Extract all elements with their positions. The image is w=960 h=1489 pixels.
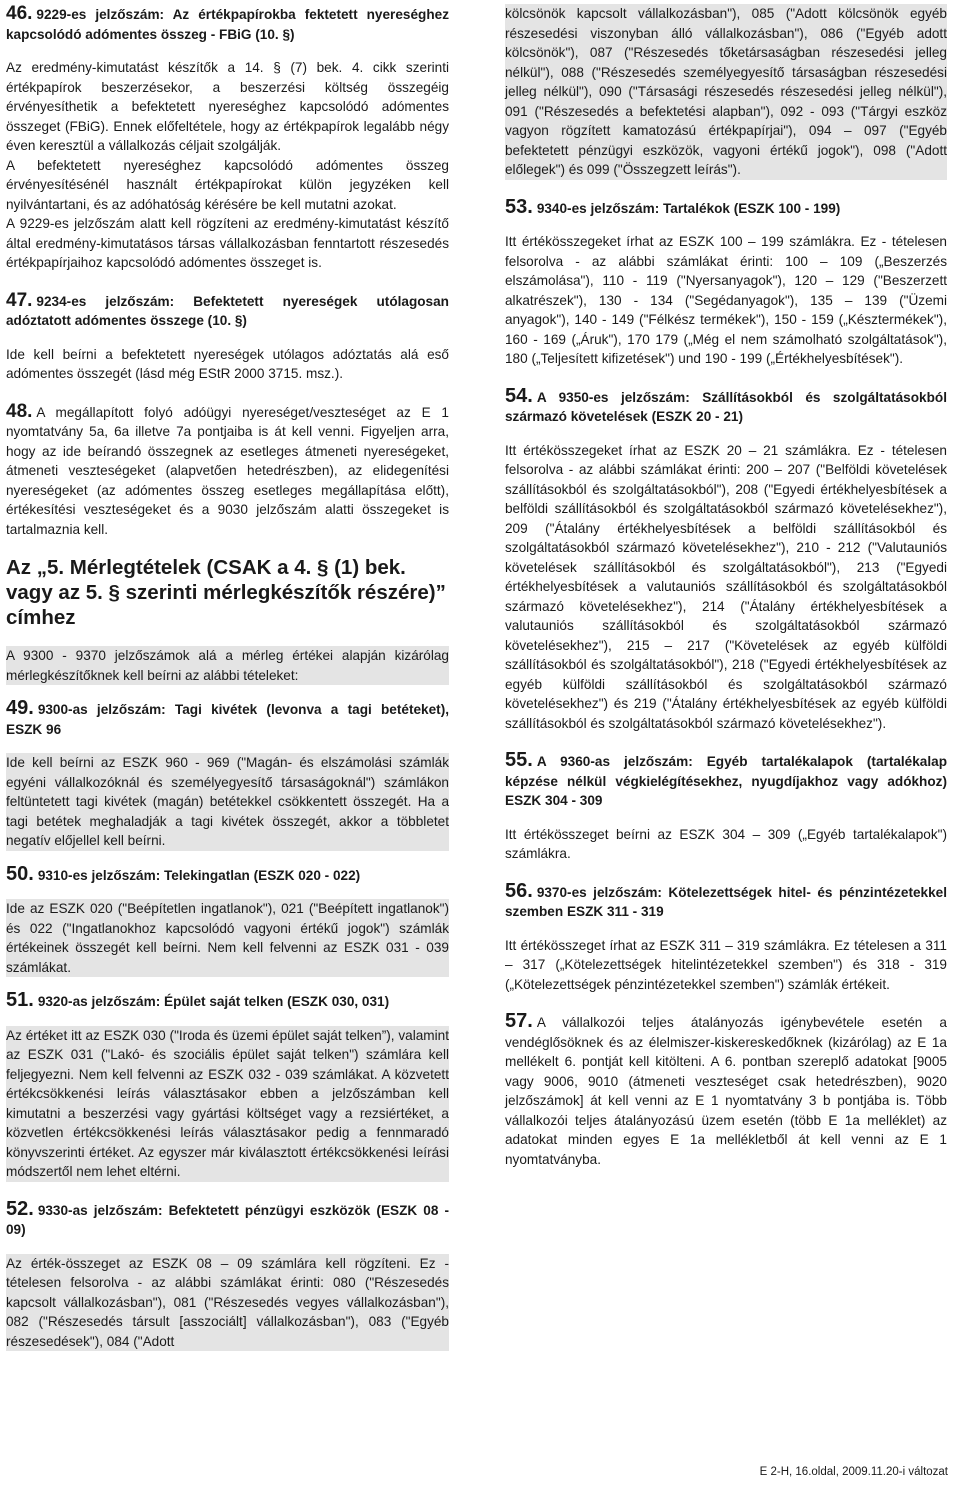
section-49-paragraph: Ide kell beírni az ESZK 960 - 969 ("Magán- és elszámolási számlák egyéni vállalkozóknál és személyegyesítő társaságoknál") számlákon feltüntetett tagi kivétek (magán) betétekkel csökkentett összegét. Ha a tagi betétek meghaladják a tagi kivétek összegét, akkor a többletet negatív előjellel kell beírni.	[6, 753, 449, 851]
section-54-title: A 9350-es jelzőszám: Szállításokból és szolgáltatásokból származó követelések (ESZK 20 - 21)	[505, 389, 947, 424]
section-54-number: 54.	[505, 384, 533, 407]
section-51-paragraph: Az értéket itt az ESZK 030 ("Iroda és üzemi épület saját telken”), valamint az ESZK 031 ("Lakó- és szociális épület saját telken") számlára kell feljegyezni. Nem kell felvenni az ESZK 032 - 039 számlákat. A közvetett értékcsökkenési leírás választásakor ebben a jelzőszámban kell kimutatni a beszerzési vagy gyártási költséget vagy a rezsiértéket, a közvetlen értékcsökkenési leírás választásakor pedig a fennmaradó könyvszerinti értéket. Az egyszer már kiválasztott értékcsökkenési leírási módszertől nem lehet eltérni.	[6, 1026, 449, 1182]
section-51-title: 9320-as jelzőszám: Épület saját telken (ESZK 030, 031)	[37, 994, 390, 1009]
section-50-paragraph: Ide az ESZK 020 ("Beépítetlen ingatlanok"), 021 ("Beépített ingatlanok") és 022 ("Ingatlanokhoz kapcsolódó vagyoni értékű jogok") számlák értékeinek összegét kell beírni. Nem kell felvenni az ESZK 031 - 039 számlákat.	[6, 899, 449, 977]
section-56-number: 56.	[505, 879, 533, 902]
section-52-continuation: kölcsönök kapcsolt vállalkozásban"), 085 ("Adott kölcsönök egyéb részesedési viszonyban álló vállalkozásban"), 086 ("Egyéb adott kölcsönök"), 087 ("Részesedés tőketársaságban részesedési jelleg nélkül"), 088 ("Részesedés személyegyesítő társaságban részesedési jelleg nélkül"), 090 ("Társasági részesedés részesedési jelleg nélkül"), 091 ("Részesedés a befektetési alapban"), 092 - 093 ("Tárgyi eszköz vagyon rögzített kamatozású értékpapírjai"), 094 – 097 ("Egyéb befektetett pénzügyi eszközök, vagyoni értékű jogok"), 098 ("Adott előlegek") és 099 ("Összegzett leírás").	[505, 4, 947, 180]
section-50-number: 50.	[6, 862, 34, 885]
section-57-paragraph	[505, 1012, 947, 1169]
section-46-title: 9229-es jelzőszám: Az értékpapírokba fektetett nyereséghez kapcsolódó adómentes összeg - FBiG (10. §)	[6, 7, 449, 42]
section-51-number: 51.	[6, 989, 34, 1011]
section-57-number: 57.	[505, 1010, 533, 1032]
section-52-number: 52.	[6, 1197, 34, 1220]
chapter-heading: Az „5. Mérlegtételek (CSAK a 4. § (1) bek. vagy az 5. § szerinti mérlegkészítők részére)” címhez	[6, 556, 446, 629]
section-55-number: 55.	[505, 749, 533, 771]
right-column	[505, 4, 947, 1169]
section-48-paragraph	[6, 402, 449, 540]
section-49-number: 49.	[6, 697, 34, 719]
section-46-paragraph-3: A 9229-es jelzőszám alatt kell rögzíteni az eredmény-kimutatást készítő által eredmény-kimutatásos társas vállalkozásban fenntartott részesedés értékpapírjaihoz kapcsolódó adómentes összeget is.	[6, 216, 449, 270]
section-53-title: 9340-es jelzőszám: Tartalékok (ESZK 100 - 199)	[536, 200, 841, 216]
page-footer: E 2-H, 16.oldal, 2009.11.20-i változat	[759, 1466, 948, 1478]
section-56-title: 9370-es jelzőszám: Kötelezettségek hitel- és pénzintézetekkel szemben ESZK 311 - 319	[505, 884, 947, 919]
section-47-paragraph: Ide kell beírni a befektetett nyereségek utólagos adóztatás alá eső adómentes összegét (lásd még EStR 2000 3715. msz.).	[6, 346, 449, 381]
section-46-paragraph-2: A befektetett nyereséghez kapcsolódó adómentes összeg érvényesítésénél használt értékpapírokat külön jegyzéken kell nyilvántartani, és az adóhatóság kérésére be kell mutatni azokat.	[6, 157, 449, 212]
left-column	[6, 4, 449, 1351]
section-56-paragraph: Itt értékösszeget írhat az ESZK 311 – 319 számlákra. Ez tételesen a 311 – 317 („Kötelezettségek hitelintézetekkel szemben") és 318 - 319 („Kötelezettségek pénzintézetekkel szemben") számlák értékeit.	[505, 937, 947, 992]
section-46-paragraph-1: Az eredmény-kimutatást készítők a 14. § (7) bek. 4. cikk szerinti értékpapírok beszerzésekor, a beszerzési költség összegéig érvényesíthetik a befektetett nyereséghez kapcsolódó adómentes összeget (FBiG). Ennek előfeltétele, hogy az értékpapírok legalább négy éven keresztül a vállalkozás céljait szolgálják.	[6, 60, 449, 153]
section-55-heading	[505, 751, 947, 811]
section-56-heading	[505, 879, 947, 922]
section-54-heading	[505, 384, 947, 427]
section-51-heading	[6, 991, 449, 1012]
section-52-paragraph: Az érték-összeget az ESZK 08 – 09 számlára kell rögzíteni. Ez - tételesen felsorolva - az alábbi számlákat érinti: 080 ("Részesedés kapcsolt vállalkozásban"), 081 ("Részesedés vegyes vállalkozásban"), 082 ("Részesedés társult [asszociált] vállalkozásban"), 083 ("Egyéb részesedések"), 084 ("Adott	[6, 1254, 449, 1352]
section-49-title: 9300-as jelzőszám: Tagi kivétek (levonva a tagi betéteket), ESZK 96	[6, 702, 449, 737]
section-49-heading	[6, 699, 449, 739]
section-53-paragraph: Itt értékösszegeket írhat az ESZK 100 – 199 számlákra. Ez - tételesen felsorolva - az alábbi számlákat érinti: 100 – 109 („Beszerzés elszámolása"), 110 - 119 ("Nyersanyagok"), 120 – 129 ("Beszerzett alkatrészek"), 130 - 134 ("Segédanyagok"), 135 – 139 ("Üzemi anyagok"), 140 - 149 ("Félkész termékek"), 150 - 159 („Késztermékek"), 160 - 169 („Áruk"), 170 179 („Még el nem számolható szolgáltatások"), 180 („Teljesített kifizetések") und 190 - 199 („Értékhelyesbítések").	[505, 234, 947, 366]
section-47-title: 9234-es jelzőszám: Befektetett nyereségek utólagosan adóztatott adómentes összege (10. §)	[6, 293, 449, 328]
section-53-heading	[505, 195, 947, 219]
section-53-number: 53.	[505, 195, 533, 218]
section-50-heading	[6, 862, 449, 886]
balance-intro: A 9300 - 9370 jelzőszámok alá a mérleg értékei alapján kizárólag mérlegkészítőknek kell beírni az alábbi tételeket:	[6, 646, 449, 685]
section-52-title: 9330-as jelzőszám: Befektetett pénzügyi eszközök (ESZK 08 - 09)	[6, 1202, 449, 1237]
section-55-paragraph: Itt értékösszeget beírni az ESZK 304 – 309 („Egyéb tartalékalapok") számlákra.	[505, 826, 947, 861]
section-55-title: A 9360-as jelzőszám: Egyéb tartalékalapok (tartalékalap képzése nélkül végkielégítésekhez, nyugdíjakhoz vagy adókhoz) ESZK 304 - 309	[505, 754, 947, 808]
section-46-number: 46.	[6, 3, 33, 24]
section-48-number: 48.	[6, 400, 33, 422]
section-52-heading	[6, 1197, 449, 1240]
section-54-paragraph: Itt értékösszegeket írhat az ESZK 20 – 21 számlákra. Ez - tételesen felsorolva - az alábbi számlákat érinti: 200 – 207 ("Belföldi követelések szállításokból és szolgáltatásokból"), 208 ("Egyedi értékhelyesbítések a belföldi szállításokból és szolgáltatásokból származó követelésekhez"), 209 ("Átalány értékhelyesbítések a belföldi szállításokból és szolgáltatásokból származó követelésekhez"), 210 - 212 ("Valutauniós követelések szállításokból és szolgáltatásokból"), 213 ("Egyedi értékhelyesbítések a valutauniós szállításokból és szolgáltatásokból származó követelésekhez"), 214 ("Átalány értékhelyesbítések a valutauniós szállításokból és szolgáltatásokból származó követelésekhez"), 215 – 217 ("Követelések az egyéb külföldi szállításokból és szolgáltatásokból"), 218 ("Egyedi értékhelyesbítések az egyéb külföldi szállításokból és szolgáltatásokból származó követelésekhez") és 219 ("Átalány értékhelyesbítések az egyéb külföldi szállításokból és szolgáltatásokból származó követelésekhez").	[505, 442, 947, 731]
section-47-number: 47.	[6, 289, 33, 311]
section-47-heading	[6, 291, 449, 331]
section-57-text: A vállalkozói teljes átalányozás igénybevétele esetén a vendéglősöknek és az élelmiszer-kiskereskedőknek (kizárólag) az E 1a mellékelt 6. pontját kell kitölteni. A 6. pontban szereplő adatokat [9005 vagy 9006, 9010 (átmeneti veszteséget csak hetedrészben), 9020 jelzőszámok] át kell venni az E 1 nyomtatvány 3 b pontjába is. Több vállalkozói teljes átalányozású üzem esetén (több E 1a melléklet) az adatokat minden egyes E 1a mellékletből át kell venni az E 1 nyomtatványba.	[505, 1015, 947, 1167]
section-46-heading	[6, 4, 449, 44]
section-50-title: 9310-es jelzőszám: Telekingatlan (ESZK 020 - 022)	[37, 867, 361, 883]
section-48-text: A megállapított folyó adóügyi nyereséget/veszteséget az E 1 nyomtatvány 5a, 6a illetve 7a pontjaiba is át kell venni. Figyeljen arra, hogy az ide beírandó összegnek az esetleges átmeneti nyereségeket, átmeneti veszteségeket (alapvetően hetedrészben), az elidegenítési nyereségeket (az adómentes összeg esetleges megállapítása előtt), értékesítési veszteségeket és a 9030 jelzőszám alatti összegeket is tartalmaznia kell.	[6, 404, 449, 537]
